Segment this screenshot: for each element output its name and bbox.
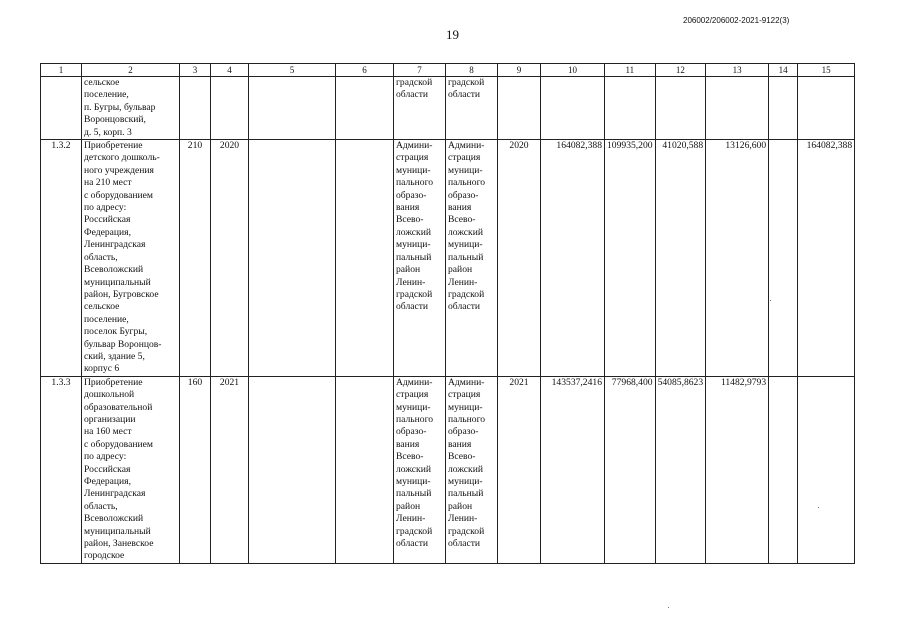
column-header: 8 xyxy=(446,64,498,77)
object-description-cell: Приобретение детского дошколь- ного учреждения на 210 мест с оборудованием по адресу: Российская Федерация, Ленинградская область, Всеволожский муниципальный район, Бугровское сельское поселение, поселок Бугры, бульвар Воронцов- ский, здание 5, корпус 6 xyxy=(82,140,180,377)
table-cell xyxy=(249,77,336,140)
table-cell xyxy=(336,140,394,377)
column-header: 6 xyxy=(336,64,394,77)
column-header: 7 xyxy=(394,64,446,77)
year-cell xyxy=(211,77,249,140)
column-header: 12 xyxy=(655,64,706,77)
column-header: 9 xyxy=(498,64,541,77)
amount-cell: 77968,400 xyxy=(605,376,656,563)
column-header: 14 xyxy=(769,64,798,77)
row-number-cell: 1.3.3 xyxy=(41,376,82,563)
amount-cell: 13126,600 xyxy=(706,140,769,377)
column-header: 13 xyxy=(706,64,769,77)
amount-cell: 164082,388 xyxy=(798,140,855,377)
column-header: 10 xyxy=(541,64,605,77)
column-header: 5 xyxy=(249,64,336,77)
period-year-cell: 2020 xyxy=(498,140,541,377)
table-row xyxy=(41,140,855,377)
scan-speck xyxy=(668,607,669,608)
data-table xyxy=(40,63,855,564)
column-header: 1 xyxy=(41,64,82,77)
table-cell xyxy=(336,376,394,563)
column-header: 15 xyxy=(798,64,855,77)
period-year-cell xyxy=(498,77,541,140)
amount-cell: 164082,388 xyxy=(541,140,605,377)
scan-speck xyxy=(818,507,819,508)
document-code: 206002/206002-2021-9122(3) xyxy=(683,16,790,25)
amount-cell xyxy=(769,77,798,140)
object-description-cell: сельское поселение, п. Бугры, бульвар Воронцовский, д. 5, корп. 3 xyxy=(82,77,180,140)
capacity-cell xyxy=(180,77,211,140)
header-row xyxy=(41,64,855,77)
amount-cell xyxy=(798,77,855,140)
amount-cell: 109935,200 xyxy=(605,140,656,377)
column-header: 3 xyxy=(180,64,211,77)
customer-cell: градской области xyxy=(394,77,446,140)
column-header: 4 xyxy=(211,64,249,77)
amount-cell xyxy=(769,376,798,563)
amount-cell xyxy=(655,77,706,140)
row-number-cell: 1.3.2 xyxy=(41,140,82,377)
page-number: 19 xyxy=(446,27,459,42)
column-header: 2 xyxy=(82,64,180,77)
capacity-cell: 210 xyxy=(180,140,211,377)
amount-cell: 143537,2416 xyxy=(541,376,605,563)
amount-cell xyxy=(706,77,769,140)
customer-cell: Админи- страция муници- пального образо- вания Всево- ложский муници- пальный район Ленин- градской области xyxy=(394,376,446,563)
table-row xyxy=(41,376,855,563)
amount-cell xyxy=(605,77,656,140)
table-cell xyxy=(336,77,394,140)
scan-speck xyxy=(770,300,771,301)
table-row xyxy=(41,77,855,140)
amount-cell xyxy=(541,77,605,140)
recipient-cell: Админи- страция муници- пального образо- вания Всево- ложский муници- пальный район Ленин- градской области xyxy=(446,376,498,563)
object-description-cell: Приобретение дошкольной образовательной организации на 160 мест с оборудованием по адресу: Российская Федерация, Ленинградская область, Всеволожский муниципальный район, Заневское городское xyxy=(82,376,180,563)
amount-cell: 41020,588 xyxy=(655,140,706,377)
period-year-cell: 2021 xyxy=(498,376,541,563)
customer-cell: Админи- страция муници- пального образо- вания Всево- ложский муници- пальный район Ленин- градской области xyxy=(394,140,446,377)
amount-cell xyxy=(798,376,855,563)
table-cell xyxy=(249,376,336,563)
row-number-cell xyxy=(41,77,82,140)
amount-cell xyxy=(769,140,798,377)
column-header: 11 xyxy=(605,64,656,77)
year-cell: 2021 xyxy=(211,376,249,563)
recipient-cell: Админи- страция муници- пального образо- вания Всево- ложский муници- пальный район Ленин- градской области xyxy=(446,140,498,377)
amount-cell: 11482,9793 xyxy=(706,376,769,563)
capacity-cell: 160 xyxy=(180,376,211,563)
year-cell: 2020 xyxy=(211,140,249,377)
table-cell xyxy=(249,140,336,377)
amount-cell: 54085,8623 xyxy=(655,376,706,563)
recipient-cell: градской области xyxy=(446,77,498,140)
